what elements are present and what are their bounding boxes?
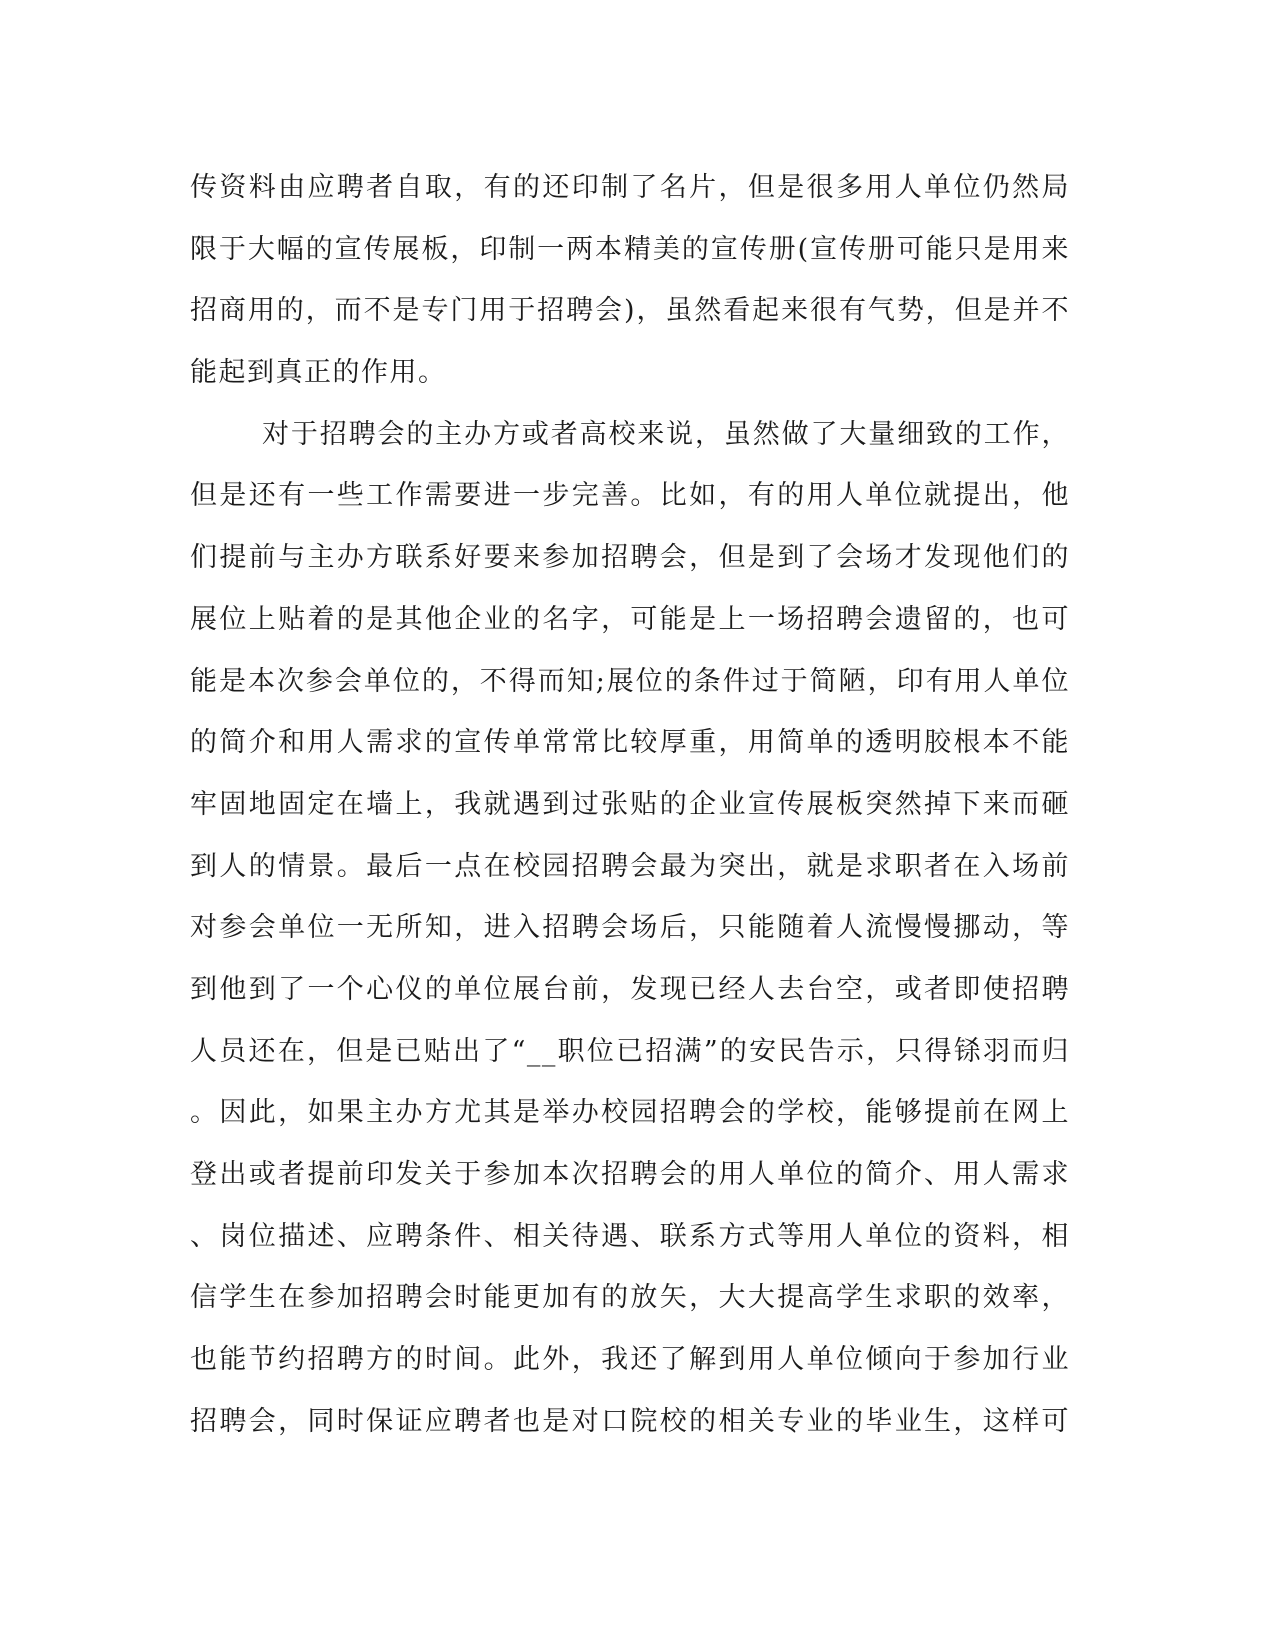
text-line: 但是还有一些工作需要进一步完善。比如，有的用人单位就提出，他 [190, 480, 1070, 512]
text-line: 牢固地固定在墙上，我就遇到过张贴的企业宣传展板突然掉下来而砸 [190, 788, 1070, 820]
paragraph-first-line: 对于招聘会的主办方或者高校来说，虽然做了大量细致的工作， [262, 418, 1070, 450]
text-line: 传资料由应聘者自取，有的还印制了名片，但是很多用人单位仍然局 [190, 172, 1070, 203]
text-line: 到他到了一个心仪的单位展台前，发现已经人去台空，或者即使招聘 [190, 973, 1070, 1005]
body-text [190, 168, 1070, 1463]
text-line: 也能节约招聘方的时间。此外，我还了解到用人单位倾向于参加行业 [190, 1344, 1070, 1376]
text-line: 、岗位描述、应聘条件、相关待遇、联系方式等用人单位的资料，相 [190, 1220, 1070, 1252]
text-line: 人员还在，但是已贴出了“__职位已招满”的安民告示，只得铩羽而归 [190, 1035, 1070, 1067]
text-line: 招聘会，同时保证应聘者也是对口院校的相关专业的毕业生，这样可 [190, 1405, 1070, 1437]
text-line: 的简介和用人需求的宣传单常常比较厚重，用简单的透明胶根本不能 [190, 727, 1070, 759]
text-line: 信学生在参加招聘会时能更加有的放矢，大大提高学生求职的效率， [190, 1282, 1070, 1314]
text-line: 限于大幅的宣传展板，印制一两本精美的宣传册(宣传册可能只是用来 [190, 233, 1070, 265]
text-line: 们提前与主办方联系好要来参加招聘会，但是到了会场才发现他们的 [190, 542, 1070, 574]
text-line: 登出或者提前印发关于参加本次招聘会的用人单位的简介、用人需求 [190, 1159, 1070, 1190]
text-line: 能起到真正的作用。 [190, 357, 447, 389]
text-line: 。因此，如果主办方尤其是举办校园招聘会的学校，能够提前在网上 [190, 1097, 1070, 1129]
text-line: 对参会单位一无所知，进入招聘会场后，只能随着人流慢慢挪动，等 [190, 912, 1070, 944]
text-line: 展位上贴着的是其他企业的名字，可能是上一场招聘会遗留的，也可 [190, 603, 1070, 635]
text-line: 能是本次参会单位的，不得而知;展位的条件过于简陋，印有用人单位 [190, 665, 1070, 697]
text-line: 到人的情景。最后一点在校园招聘会最为突出，就是求职者在入场前 [190, 850, 1070, 882]
text-line: 招商用的，而不是专门用于招聘会)，虽然看起来很有气势，但是并不 [190, 295, 1070, 327]
